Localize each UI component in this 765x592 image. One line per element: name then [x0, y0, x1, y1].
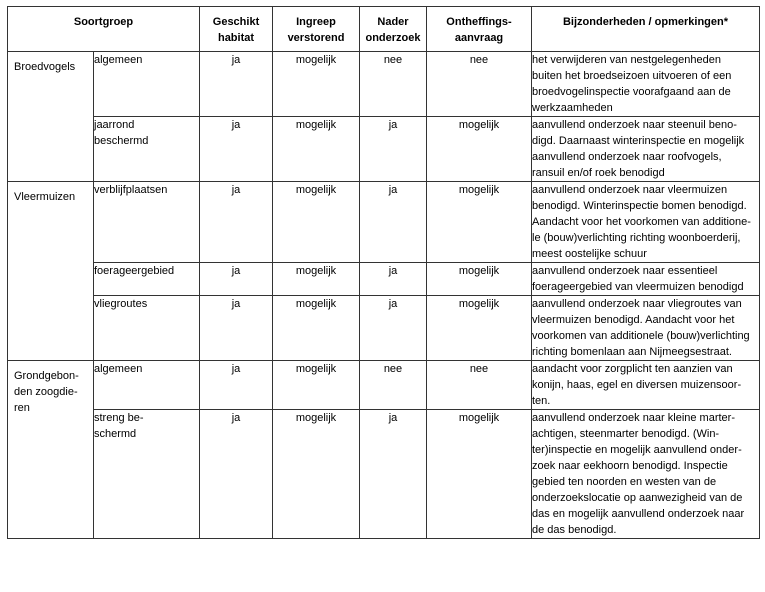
- note-cell: aandacht voor zorgplicht ten aanzien van konijn, haas, egel en diversen muizensoor- ten.: [532, 361, 760, 410]
- table-row: [8, 117, 760, 182]
- onderzoek-cell: nee: [360, 52, 427, 117]
- habitat-cell: ja: [200, 117, 273, 182]
- ontheffing-cell: mogelijk: [427, 182, 532, 263]
- table-row: [8, 410, 760, 539]
- table-row: [8, 52, 760, 117]
- onderzoek-cell: ja: [360, 182, 427, 263]
- table-row: [8, 263, 760, 296]
- header-row: [8, 7, 760, 52]
- onderzoek-cell: ja: [360, 296, 427, 361]
- ingreep-cell: mogelijk: [273, 361, 360, 410]
- header-soortgroep: Soortgroep: [8, 7, 200, 52]
- onderzoek-cell: ja: [360, 263, 427, 296]
- note-cell: aanvullend onderzoek naar vliegroutes van vleermuizen benodigd. Aandacht voor het voorkomen van additionele (bouw)verlichting richting bomenlaan aan Nijmeegsestraat.: [532, 296, 760, 361]
- habitat-cell: ja: [200, 410, 273, 539]
- ontheffing-cell: mogelijk: [427, 263, 532, 296]
- table-row: [8, 182, 760, 263]
- ingreep-cell: mogelijk: [273, 117, 360, 182]
- habitat-cell: ja: [200, 263, 273, 296]
- ingreep-cell: mogelijk: [273, 410, 360, 539]
- subgroup-cell: streng be- schermd: [94, 410, 200, 539]
- ingreep-cell: mogelijk: [273, 52, 360, 117]
- note-cell: aanvullend onderzoek naar vleermuizen benodigd. Winterinspectie bomen benodigd. Aandacht voor het voorkomen van additione- le (bouw)verlichting richting woonboerderij, meest oostelijke schuur: [532, 182, 760, 263]
- table-row: [8, 361, 760, 410]
- habitat-cell: ja: [200, 296, 273, 361]
- header-geschikt-habitat: Geschikt habitat: [200, 7, 273, 52]
- group-grondgebonden-zoogdieren: Grondgebon- den zoogdie- ren: [8, 361, 94, 539]
- subgroup-cell: jaarrond beschermd: [94, 117, 200, 182]
- habitat-cell: ja: [200, 361, 273, 410]
- note-cell: aanvullend onderzoek naar kleine marter- achtigen, steenmarter benodigd. (Win- ter)inspectie en mogelijk aanvullend onder- zoek naar eekhoorn benodigd. Inspectie gebied ten noorden en westen van de onderzoekslocatie op aanwezigheid van de das en mogelijk aanvullend onderzoek naar de das benodigd.: [532, 410, 760, 539]
- ontheffing-cell: nee: [427, 361, 532, 410]
- group-broedvogels: Broedvogels: [8, 52, 94, 182]
- subgroup-cell: algemeen: [94, 52, 200, 117]
- ontheffing-cell: mogelijk: [427, 117, 532, 182]
- ingreep-cell: mogelijk: [273, 263, 360, 296]
- subgroup-cell: vliegroutes: [94, 296, 200, 361]
- note-cell: het verwijderen van nestgelegenheden buiten het broedseizoen uitvoeren of een broedvogelinspectie voorafgaand aan de werkzaamheden: [532, 52, 760, 117]
- note-cell: aanvullend onderzoek naar steenuil beno- digd. Daarnaast winterinspectie en mogelijk aanvullend onderzoek naar roofvogels, ransuil en/of roek benodigd: [532, 117, 760, 182]
- ontheffing-cell: mogelijk: [427, 410, 532, 539]
- note-cell: aanvullend onderzoek naar essentieel foerageergebied van vleermuizen benodigd: [532, 263, 760, 296]
- header-ingreep-verstorend: Ingreep verstorend: [273, 7, 360, 52]
- onderzoek-cell: ja: [360, 117, 427, 182]
- ontheffing-cell: mogelijk: [427, 296, 532, 361]
- species-table: [7, 6, 760, 539]
- onderzoek-cell: ja: [360, 410, 427, 539]
- header-nader-onderzoek: Nader onderzoek: [360, 7, 427, 52]
- onderzoek-cell: nee: [360, 361, 427, 410]
- header-ontheffingsaanvraag: Ontheffings- aanvraag: [427, 7, 532, 52]
- ingreep-cell: mogelijk: [273, 182, 360, 263]
- habitat-cell: ja: [200, 52, 273, 117]
- subgroup-cell: verblijfplaatsen: [94, 182, 200, 263]
- group-vleermuizen: Vleermuizen: [8, 182, 94, 361]
- habitat-cell: ja: [200, 182, 273, 263]
- header-bijzonderheden: Bijzonderheden / opmerkingen*: [532, 7, 760, 52]
- subgroup-cell: algemeen: [94, 361, 200, 410]
- table-row: [8, 296, 760, 361]
- ontheffing-cell: nee: [427, 52, 532, 117]
- ingreep-cell: mogelijk: [273, 296, 360, 361]
- subgroup-cell: foerageergebied: [94, 263, 200, 296]
